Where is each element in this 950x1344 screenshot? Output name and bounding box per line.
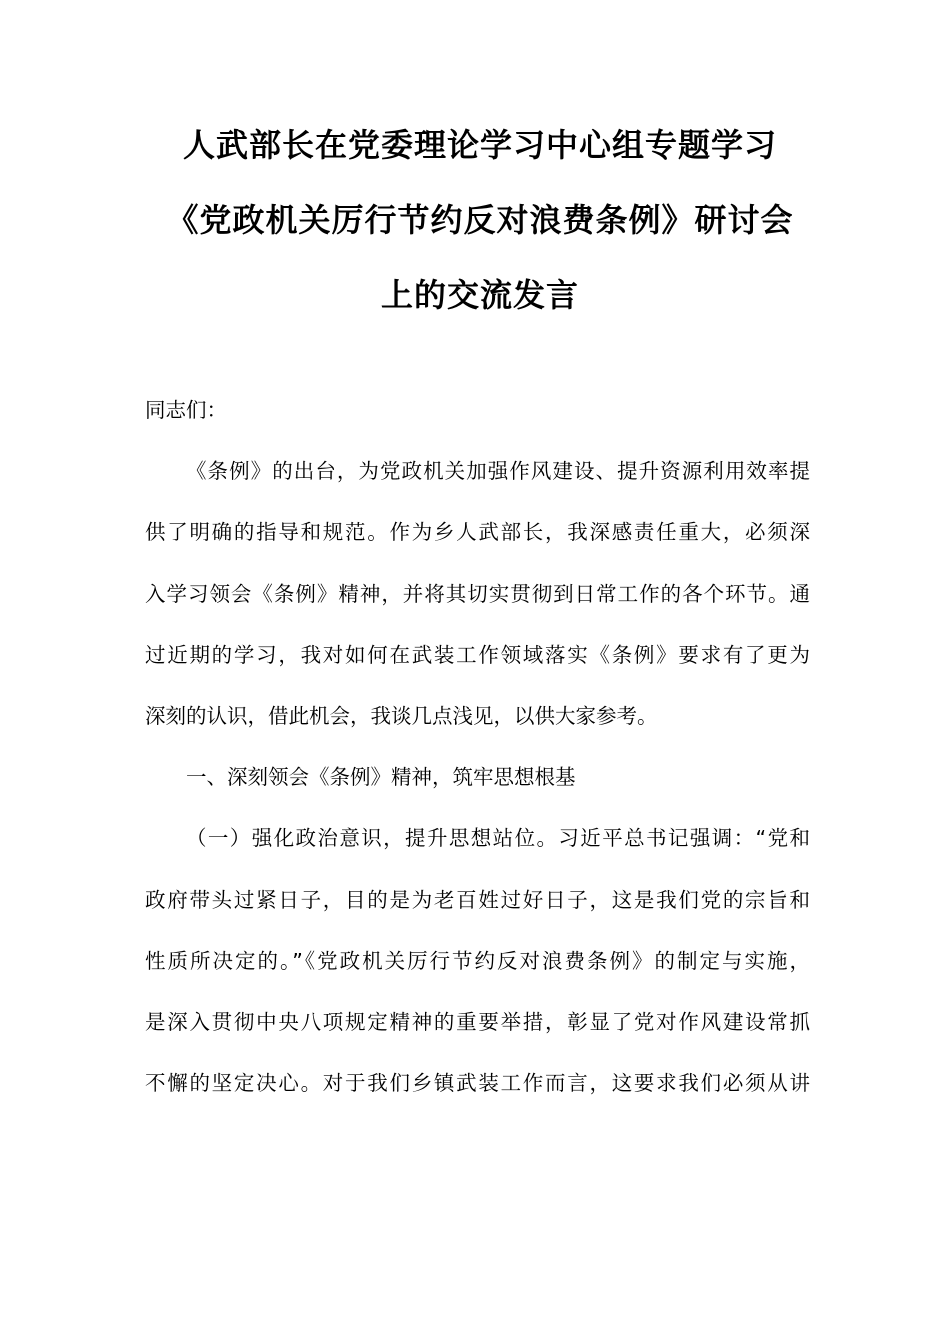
body-line: 是深入贯彻中央八项规定精神的重要举措，彰显了党对作风建设常抓 [145, 1009, 810, 1034]
title-line-3: 上的交流发言 [380, 276, 579, 314]
body-line: 不懈的坚定决心。对于我们乡镇武装工作而言，这要求我们必须从讲 [145, 1071, 810, 1096]
body-line: 供了明确的指导和规范。作为乡人武部长，我深感责任重大，必须深 [145, 520, 810, 545]
salutation: 同志们： [145, 398, 227, 422]
body-line: 政府带头过紧日子，目的是为老百姓过好日子，这是我们党的宗旨和 [145, 887, 810, 912]
title-line-1: 人武部长在党委理论学习中心组专题学习 [182, 126, 777, 164]
subsection-line: （一）强化政治意识，提升思想站位。习近平总书记强调：“党和 [186, 826, 810, 851]
document-title [140, 108, 820, 333]
body-line: 深刻的认识，借此机会，我谈几点浅见，以供大家参考。 [145, 703, 658, 728]
document-body [145, 380, 810, 1114]
body-line: 过近期的学习，我对如何在武装工作领域落实《条例》要求有了更为 [145, 642, 810, 667]
section-heading: 一、深刻领会《条例》精神，筑牢思想根基 [186, 765, 576, 790]
body-line: 性质所决定的。”《党政机关厉行节约反对浪费条例》的制定与实施， [145, 948, 810, 973]
title-line-2: 《党政机关厉行节约反对浪费条例》研讨会 [166, 201, 794, 239]
body-line: 《条例》的出台，为党政机关加强作风建设、提升资源利用效率提 [186, 459, 810, 484]
body-line: 入学习领会《条例》精神，并将其切实贯彻到日常工作的各个环节。通 [145, 581, 810, 606]
